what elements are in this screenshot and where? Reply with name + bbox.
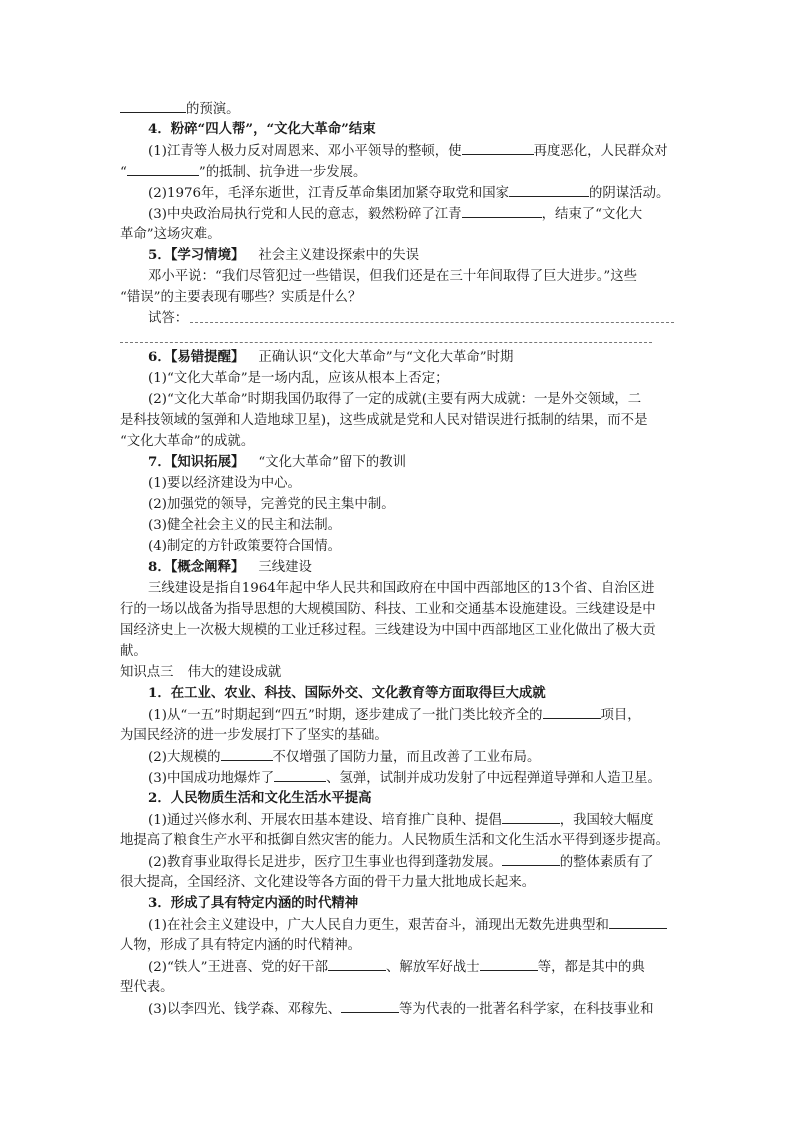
text-line: (3)健全社会主义的民主和法制。 — [148, 518, 342, 533]
text-line: 的预演。 — [120, 98, 240, 120]
blank — [274, 767, 326, 782]
text-line: (2)加强党的领导，完善党的民主集中制。 — [148, 497, 395, 512]
section-heading: 1．在工业、农业、科技、国际外交、文化教育等方面取得巨大成就 — [148, 685, 546, 701]
text-line: (1)江青等人极力反对周恩来、邓小平领导的整顿，使 再度恶化，人民群众对 — [148, 140, 667, 162]
blank — [221, 746, 273, 761]
blank — [341, 998, 399, 1013]
text-line: 国经济史上一次极大规模的工业迁移过程。三线建设为中国中西部地区工业化做出了极大贡 — [120, 623, 656, 638]
section-heading: 2．人民物质生活和文化生活水平提高 — [148, 790, 372, 806]
text-line: 型代表。 — [120, 980, 174, 995]
answer-label: 试答： — [148, 311, 189, 326]
text-line: (2)“铁人”王进喜、党的好干部 、解放军好战士 等，都是其中的典 — [148, 956, 645, 978]
blank — [543, 704, 601, 719]
text-line: 人物，形成了具有特定内涵的时代精神。 — [120, 938, 362, 953]
section-heading: 4．粉碎“四人帮”，“文化大革命”结束 — [148, 121, 376, 137]
text-line: (3)中央政治局执行党和人民的意志，毅然粉碎了江青 ，结束了“文化大 — [148, 203, 642, 225]
box-heading: 7．【知识拓展】 “文化大革命”留下的教训 — [148, 454, 406, 470]
text-line: 地提高了粮食生产水平和抵御自然灾害的能力。人民物质生活和文化生活水平得到逐步提高。 — [120, 833, 670, 848]
blank — [502, 809, 560, 824]
blank — [127, 161, 199, 176]
blank — [120, 98, 186, 113]
blank — [480, 956, 538, 971]
text-line: (1)在社会主义建设中，广大人民自力更生，艰苦奋斗，涌现出无数先进典型和 — [148, 914, 667, 936]
text-line: (3)以李四光、钱学森、邓稼先、 等为代表的一批著名科学家，在科技事业和 — [148, 998, 653, 1020]
text-line: (1)“文化大革命”是一场内乱，应该从根本上否定； — [148, 371, 449, 386]
blank — [609, 914, 667, 929]
text-line: 三线建设是指自1964年起中华人民共和国政府在中国中西部地区的13个省、自治区进 — [148, 581, 655, 596]
answer-line[interactable] — [120, 342, 652, 343]
section-heading: 3．形成了具有特定内涵的时代精神 — [148, 895, 359, 911]
text-line: 很大提高，全国经济、文化建设等各方面的骨干力量大批地成长起来。 — [120, 875, 536, 890]
blank — [462, 203, 542, 218]
text-line: (2)教育事业取得长足进步，医疗卫生事业也得到蓬勃发展。 的整体素质有了 — [148, 851, 653, 873]
text-line: “错误”的主要表现有哪些？实质是什么？ — [120, 290, 362, 305]
text-line: (2)1976年，毛泽东逝世，江青反革命集团加紧夺取党和国家 的阴谋活动。 — [148, 182, 669, 204]
text-line: 献。 — [120, 644, 147, 659]
box-heading: 5．【学习情境】 社会主义建设探索中的失误 — [148, 247, 420, 263]
text-line: (2)大规模的 不仅增强了国防力量，而且改善了工业布局。 — [148, 746, 540, 768]
blank — [462, 140, 534, 155]
text-line: “文化大革命”的成就。 — [120, 434, 255, 449]
text-line: (1)要以经济建设为中心。 — [148, 476, 301, 491]
blank — [509, 182, 589, 197]
blank — [502, 851, 560, 866]
text-line: 行的一场以战备为指导思想的大规模国防、科技、工业和交通基本设施建设。三线建设是中 — [120, 602, 656, 617]
knowledge-point-heading: 知识点三 伟大的建设成就 — [120, 665, 282, 680]
text-line: 邓小平说：“我们尽管犯过一些错误，但我们还是在三十年间取得了巨大进步。”这些 — [148, 269, 638, 284]
text-line: 是科技领域的氢弹和人造地球卫星)，这些成就是党和人民对错误进行抵制的结果，而不是 — [120, 413, 648, 428]
text-line: 为国民经济的进一步发展打下了坚实的基础。 — [120, 728, 388, 743]
text-line: (4)制定的方针政策要符合国情。 — [148, 539, 342, 554]
answer-line[interactable] — [190, 322, 674, 323]
text-line: (1)从“一五”时期起到“四五”时期，逐步建成了一批门类比较齐全的 项目， — [148, 704, 641, 726]
text-line: (2)“文化大革命”时期我国仍取得了一定的成就(主要有两大成就：一是外交领域，二 — [148, 392, 642, 407]
blank — [328, 956, 386, 971]
box-heading: 8．【概念阐释】 三线建设 — [148, 559, 312, 575]
text-line: “ ”的抵制、抗争进一步发展。 — [120, 161, 366, 183]
text-line: (1)通过兴修水利、开展农田基本建设、培育推广良种、提倡 ，我国较大幅度 — [148, 809, 653, 831]
text-line: (3)中国成功地爆炸了 、氢弹，试制并成功发射了中远程弹道导弹和人造卫星。 — [148, 767, 661, 789]
box-heading: 6．【易错提醒】 正确认识“文化大革命”与“文化大革命”时期 — [148, 349, 514, 365]
text-line: 革命”这场灾难。 — [120, 227, 221, 242]
